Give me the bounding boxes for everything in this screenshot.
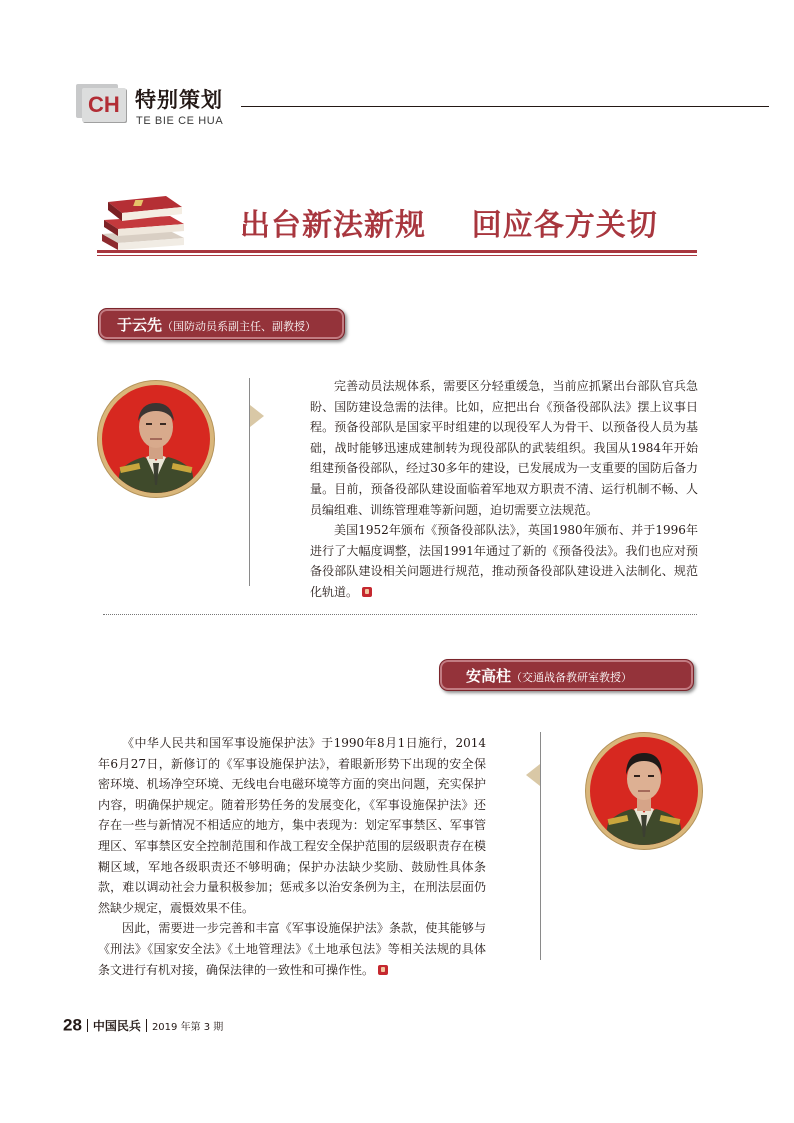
issue-label: 2019 年第 3 期 bbox=[151, 1022, 224, 1033]
expert-title: （国防动员系副主任、副教授） bbox=[162, 320, 317, 333]
pointer-arrow-icon bbox=[526, 764, 540, 786]
paragraph: 完善动员法规体系，需要区分轻重缓急，当前应抓紧出台部队官兵急盼、国防建设急需的法律。比如，应把出台《预备役部队法》摆上议事日程。预备役部队是国家平时组建的以现役军人为骨干、以预备役人员为基础，战时能够迅速成建制转为现役部队的武装组织。我国从1984年开始组建预备役部队，经过30多年的建设，已发展成为一支重要的国防后备力量。目前，预备役部队建设面临着军地双方职责不清、运行机制不畅、人员编组难、训练管理难等新问题，迫切需要立法规范。 bbox=[310, 379, 698, 517]
expert-statement bbox=[310, 376, 698, 603]
paragraph: 因此，需要进一步完善和丰富《军事设施保护法》条款，使其能够与《刑法》《国家安全法》《土地管理法》《土地承包法》等相关法规的具体条文进行有机对接，确保法律的一致性和可操作性。 bbox=[98, 921, 486, 977]
end-mark-icon bbox=[378, 965, 388, 975]
paragraph: 美国1952年颁布《预备役部队法》，英国1980年颁布、并于1996年进行了大幅度调整，法国1991年通过了新的《预备役法》。我们也应对预备役部队建设相关问题进行规范，推动预备役部队建设进入法制化、规范化轨道。 bbox=[310, 523, 698, 599]
footer-divider bbox=[87, 1019, 88, 1032]
section-separator bbox=[103, 614, 697, 615]
page-number: 28 bbox=[63, 1015, 82, 1035]
article-headline: 出台新法新规 回应各方关切 bbox=[240, 208, 658, 243]
header-rule bbox=[241, 106, 769, 107]
section-logo bbox=[76, 84, 126, 124]
books-icon bbox=[98, 190, 186, 252]
expert-name-tag bbox=[98, 308, 345, 340]
expert-portrait bbox=[98, 381, 214, 497]
expert-name: 于云先 bbox=[117, 316, 163, 334]
end-mark-icon bbox=[362, 587, 372, 597]
title-rule bbox=[97, 250, 697, 253]
expert-statement bbox=[98, 733, 486, 980]
title-rule-thin bbox=[97, 255, 697, 256]
section-pinyin: TE BIE CE HUA bbox=[136, 115, 224, 127]
magazine-name: 中国民兵 bbox=[92, 1019, 141, 1033]
section-logo-text: CH bbox=[88, 92, 120, 117]
footer-divider bbox=[146, 1019, 147, 1032]
expert-name-tag bbox=[439, 659, 694, 691]
expert-portrait bbox=[586, 733, 702, 849]
expert-title: （交通战备教研室教授） bbox=[511, 671, 633, 684]
pointer-arrow-icon bbox=[250, 405, 264, 427]
paragraph: 《中华人民共和国军事设施保护法》于1990年8月1日施行，2014年6月27日，新修订的《军事设施保护法》，着眼新形势下出现的安全保密环境、机场净空环境、无线电台电磁环境等方面的突出问题，充实保护内容，明确保护规定。随着形势任务的发展变化，《军事设施保护法》还存在一些与新情况不相适应的地方，集中表现为：划定军事禁区、军事管理区、军事禁区安全控制范围和作战工程安全保护范围的层级职责存在模糊区域，军地各级职责还不够明确；保护办法缺少奖励、鼓励性具体条款，难以调动社会力量积极参加；惩戒多以治安条例为主，在刑法层面仍然缺少规定，震慑效果不佳。 bbox=[98, 736, 486, 915]
column-divider bbox=[540, 732, 541, 960]
section-title: 特别策划 bbox=[135, 88, 223, 112]
page-footer bbox=[63, 1015, 223, 1036]
expert-name: 安高柱 bbox=[466, 667, 512, 685]
